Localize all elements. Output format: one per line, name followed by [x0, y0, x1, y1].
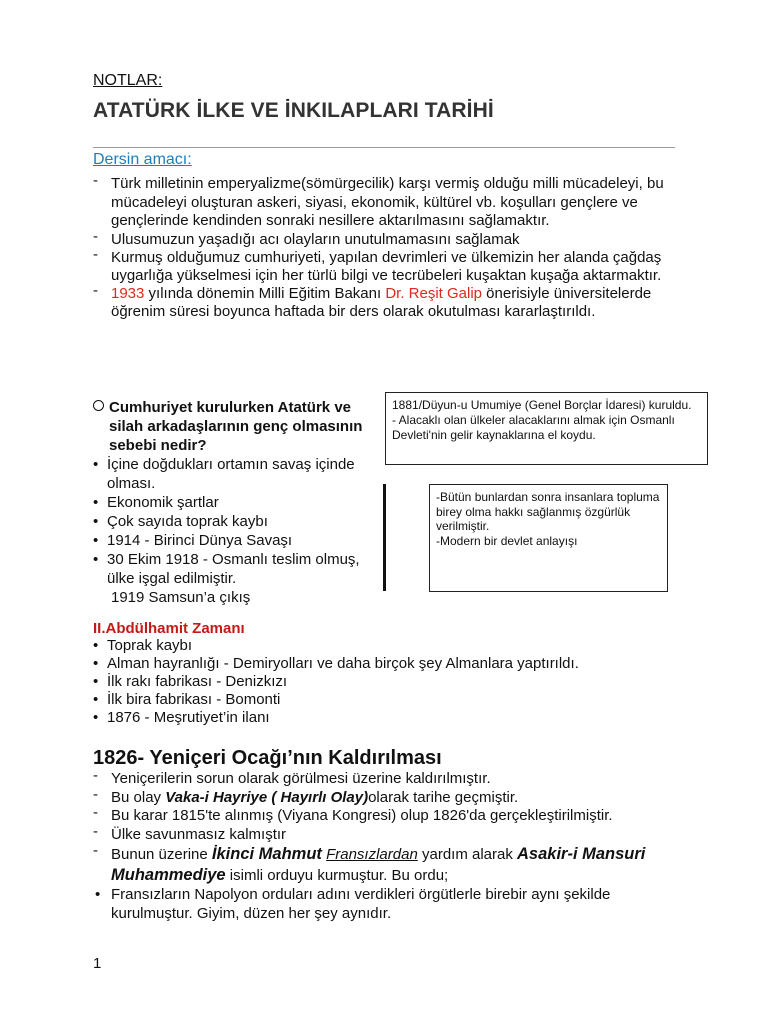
list-item: - Yeniçerilerin sorun olarak görülmesi üzerine kaldırılmıştır. — [93, 767, 491, 787]
list-item: - Ülke savunmasız kalmıştır — [93, 822, 287, 843]
abdulhamit-heading: II.Abdülhamit Zamanı — [93, 620, 245, 637]
divider — [93, 147, 675, 148]
list-item: • Toprak kaybı — [93, 637, 193, 654]
note-box-duyun — [385, 392, 708, 465]
janissary-list — [93, 767, 693, 923]
list-item: • Alman hayranlığı - Demiryolları ve daha birçok şey Almanlara yaptırıldı. — [93, 655, 579, 672]
list-item: • Fransızların Napolyon orduları adını verdikleri örgütlerle birebir aynı şekilde kurulmuştur. Giyim, düzen her şey aynıdır. — [95, 886, 611, 922]
list-item: • Ekonomik şartlar — [93, 494, 219, 511]
list-item: • 30 Ekim 1918 - Osmanlı teslim olmuş, ülke işgal edilmiştir. — [93, 551, 360, 587]
vertical-bar — [383, 484, 386, 591]
list-item: - Ulusumuzun yaşadığı acı olayların unutulmamasını sağlamak — [93, 227, 520, 248]
list-item: • Çok sayıda toprak kaybı — [93, 513, 268, 530]
course-purpose-list — [93, 172, 683, 321]
page-title: ATATÜRK İLKE VE İNKILAPLARI TARİHİ — [93, 99, 494, 122]
abdulhamit-list — [93, 637, 693, 727]
list-item: - Bu karar 1815'te alınmış (Viyana Kongresi) olup 1826'da gerçekleştirilmiştir. — [93, 804, 613, 824]
circle-bullet-icon — [93, 400, 104, 411]
page-number: 1 — [93, 955, 102, 972]
answer-list — [93, 455, 383, 607]
list-item: • İlk rakı fabrikası - Denizkızı — [93, 673, 288, 690]
note-line: -Modern bir devlet anlayışı — [436, 533, 578, 548]
list-item: - Kurmuş olduğumuz cumhuriyeti, yapılan devrimleri ve ülkemizin her alanda çağdaş uygarlığa yükselmesi için her türlü bilgi ve tecrübeleri kuşaktan kuşağa aktarmaktır. — [93, 245, 662, 284]
course-purpose-heading: Dersin amacı: — [93, 151, 192, 168]
list-item: • 1914 - Birinci Dünya Savaşı — [93, 532, 293, 549]
question-text: Cumhuriyet kurulurken Atatürk ve silah arkadaşlarının genç olmasının sebebi nedir? — [109, 399, 363, 454]
list-item: - 1933 yılında dönemin Milli Eğitim Bakanı Dr. Reşit Galip önerisiyle üniversitelerde öğrenim süresi boyunca haftada bir ders olarak okutulması kararlaştırıldı. — [93, 281, 652, 320]
list-item: • İlk bira fabrikası - Bomonti — [93, 691, 281, 708]
notes-label: NOTLAR: — [93, 72, 163, 89]
question-block — [93, 398, 373, 455]
list-item: - Bu olay Vaka-i Hayriye ( Hayırlı Olay)olarak tarihe geçmiştir. — [93, 785, 519, 806]
list-item: - Bunun üzerine İkinci Mahmut Fransızlardan yardım alarak Asakir-i Mansuri Muhammediye isimli orduyu kurmuştur. Bu ordu; — [93, 842, 646, 884]
list-item: 1919 Samsun’a çıkış — [111, 589, 251, 606]
note-box-freedom — [429, 484, 668, 592]
list-item: • 1876 - Meşrutiyet’in ilanı — [93, 709, 270, 726]
list-item: - Türk milletinin emperyalizme(sömürgecilik) karşı vermiş olduğu milli mücadeleyi, bu mücadeleyi oluşturan askeri, siyasi, ekonomik, kültürel vb. koşulları gençlere ve gençlerinde kendinden sonraki nesillere aktarılmasını sağlamaktır. — [93, 172, 664, 229]
section-heading-1826: 1826- Yeniçeri Ocağı’nın Kaldırılması — [93, 747, 442, 769]
list-item: • İçine doğdukları ortamın savaş içinde olması. — [93, 456, 355, 492]
note-line: 1881/Düyun-u Umumiye (Genel Borçlar İdaresi) kuruldu. — [392, 398, 692, 412]
note-line: - Alacaklı olan ülkeler alacaklarını almak için Osmanlı Devleti'nin gelir kaynaklarına el koydu. — [392, 413, 675, 442]
note-line: -Bütün bunlardan sonra insanlara topluma birey olma hakkı sağlanmış özgürlük verilmiştir. — [436, 490, 660, 533]
